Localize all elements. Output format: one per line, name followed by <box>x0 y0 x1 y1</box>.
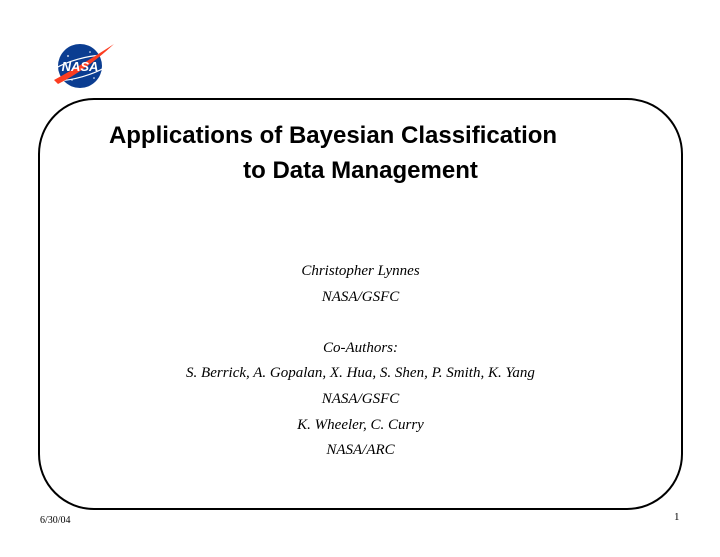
slide-title-line-1: Applications of Bayesian Classification <box>108 122 558 149</box>
coauthors-gsfc: S. Berrick, A. Gopalan, X. Hua, S. Shen, P. Smith, K. Yang <box>186 365 535 382</box>
coauthors-gsfc-affiliation: NASA/GSFC <box>321 390 400 407</box>
author-name: Christopher Lynnes <box>301 263 420 279</box>
nasa-meatball-logo <box>50 40 116 92</box>
logo-text: NASA <box>61 59 99 74</box>
coauthors-arc: K. Wheeler, C. Curry <box>297 416 424 433</box>
author-block <box>38 259 683 464</box>
page-number: 1 <box>674 511 680 523</box>
slide-title-line-2: to Data Management <box>243 157 478 184</box>
footer-date: 6/30/04 <box>40 515 71 526</box>
coauthors-arc-affiliation: NASA/ARC <box>326 442 395 459</box>
spacer <box>38 310 683 336</box>
author-affiliation: NASA/GSFC <box>321 288 400 305</box>
coauthors-label: Co-Authors: <box>323 339 398 356</box>
